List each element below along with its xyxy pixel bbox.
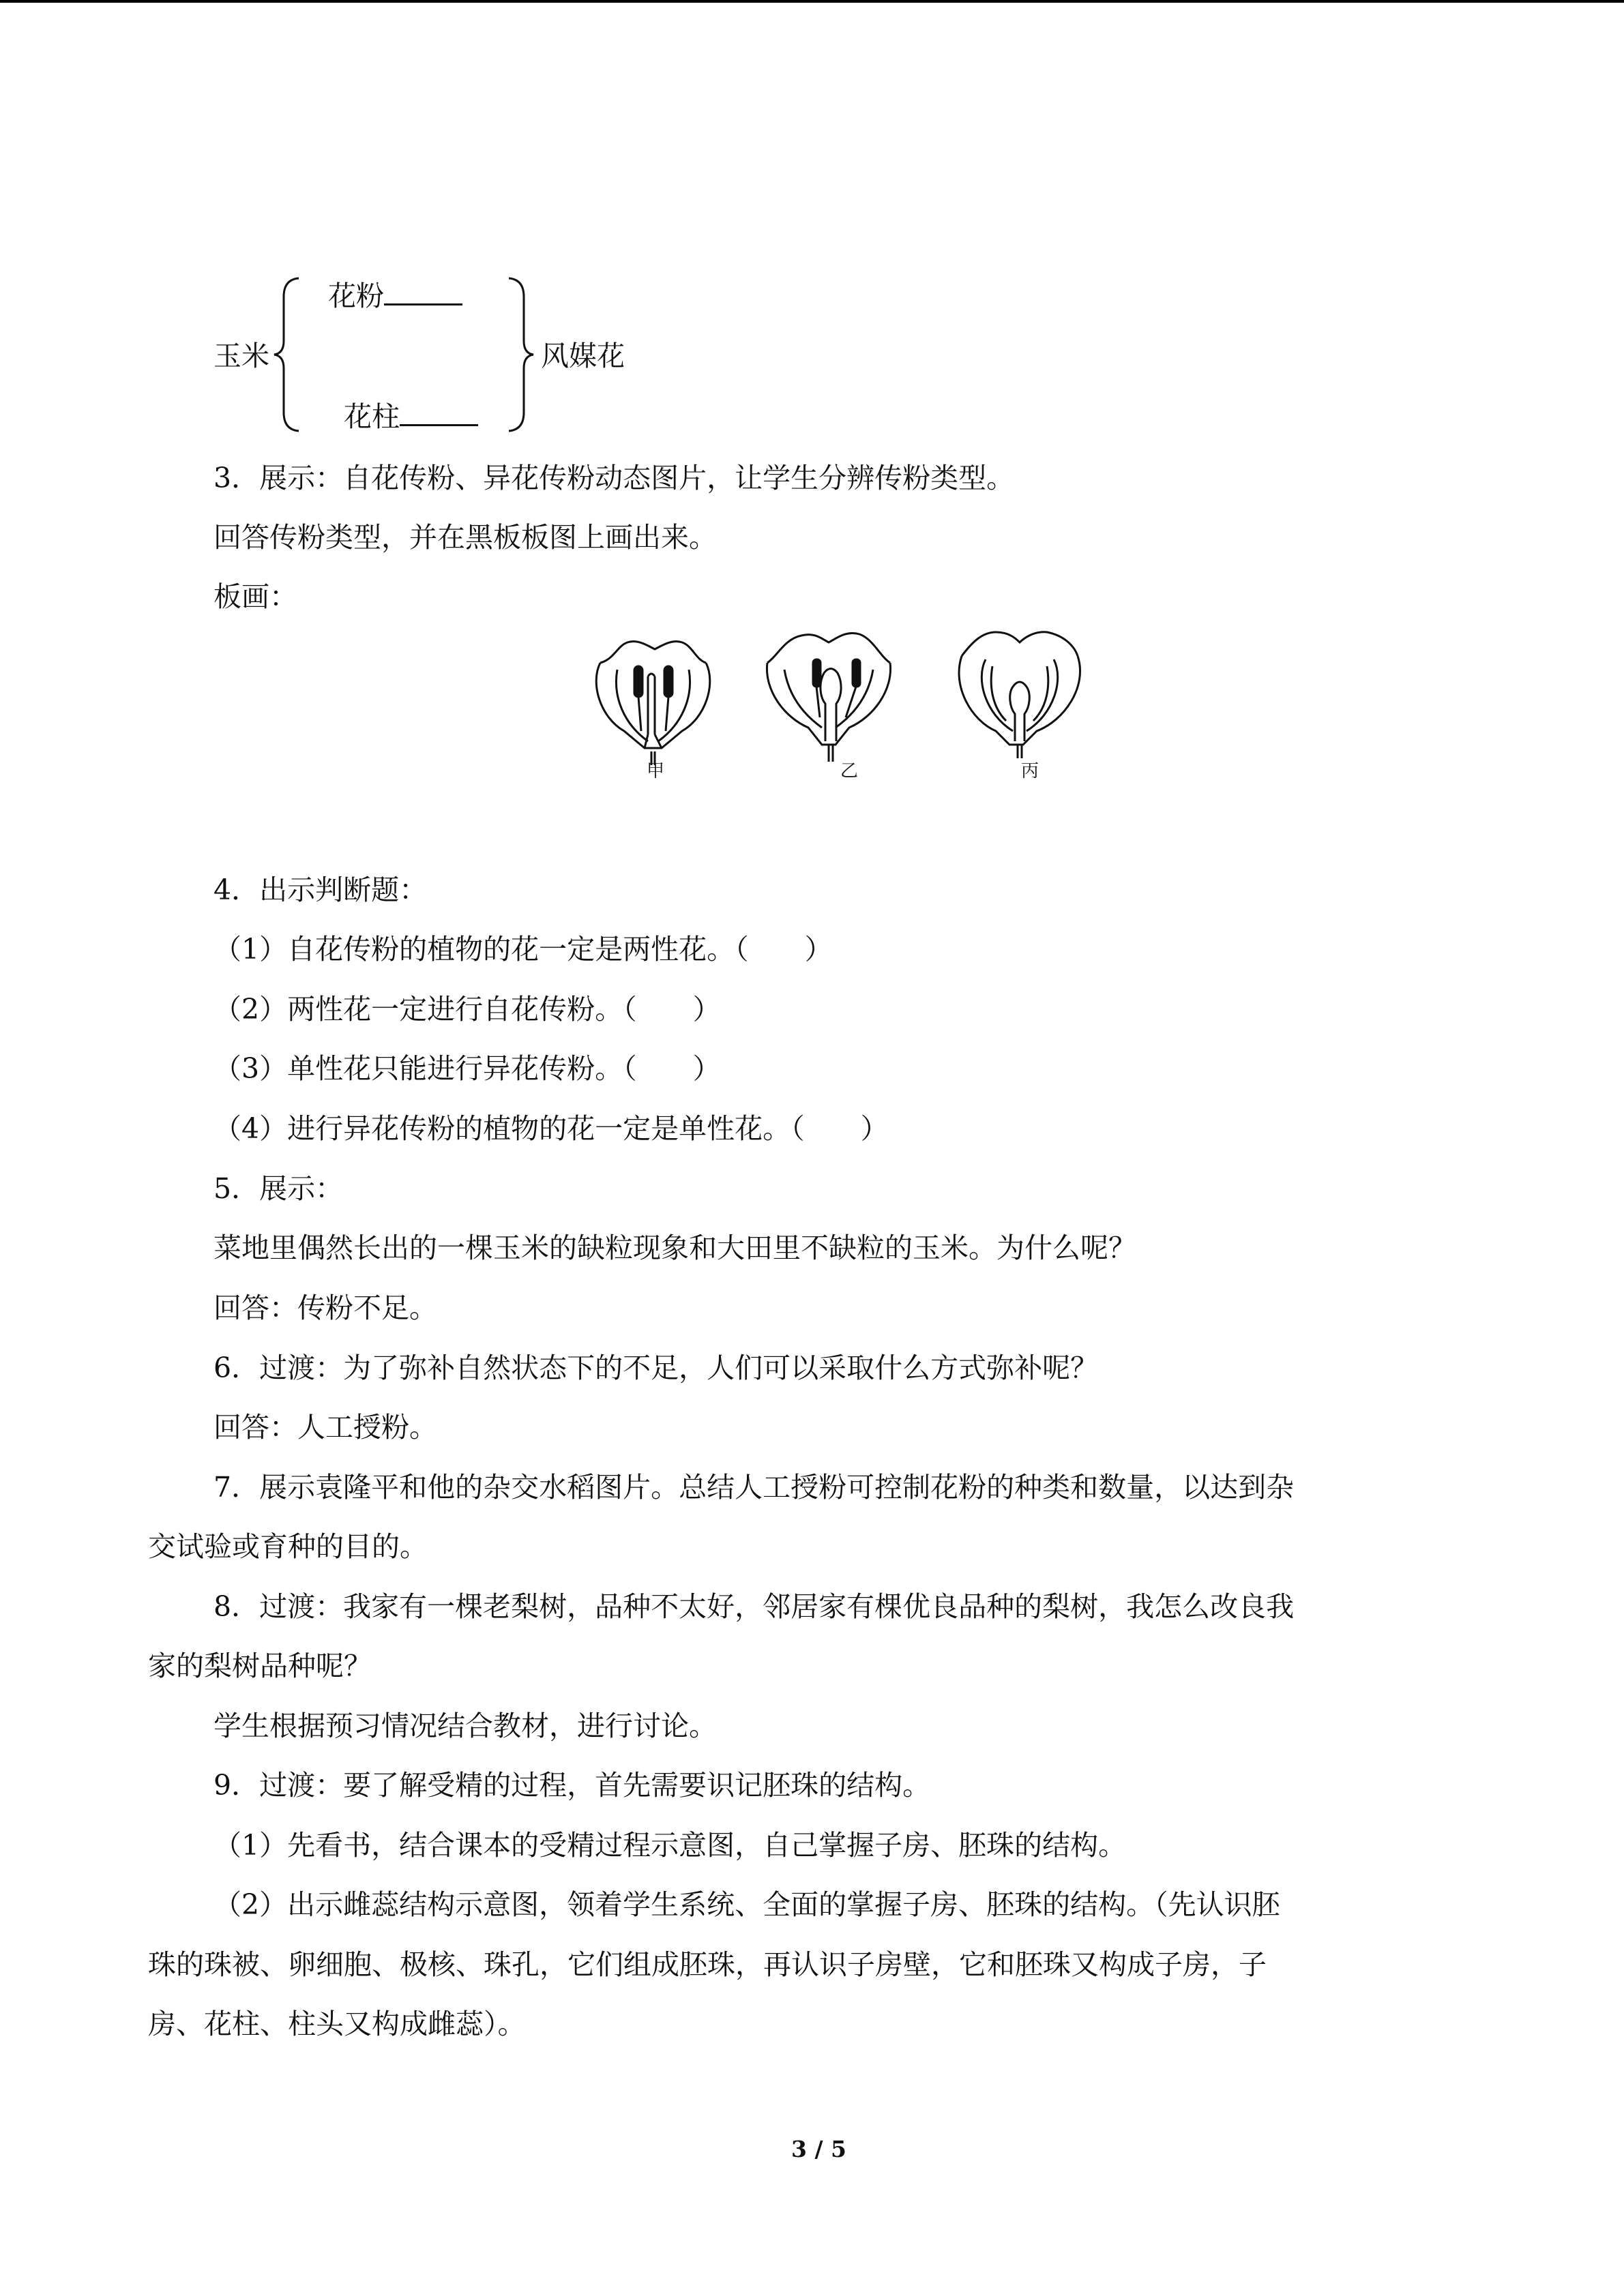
question-1: （1）自花传粉的植物的花一定是两性花。（ ）: [213, 933, 833, 966]
para-8-line-1: 8．过渡：我家有一棵老梨树，品种不太好，邻居家有棵优良品种的梨树，我怎么改良我: [213, 1590, 1295, 1623]
para-8-discussion: 学生根据预习情况结合教材，进行讨论。: [213, 1710, 717, 1742]
flower-label-yi: 乙: [840, 761, 859, 781]
para-6: 6．过渡：为了弥补自然状态下的不足，人们可以采取什么方式弥补呢？: [213, 1352, 1099, 1384]
para-9-step-2-line-1: （2）出示雌蕊结构示意图，领着学生系统、全面的掌握子房、胚珠的结构。（先认识胚: [213, 1888, 1280, 1921]
flower-bing: [959, 632, 1080, 758]
style-label: 花柱: [344, 400, 400, 433]
corn-label: 玉米: [213, 340, 269, 372]
question-2: （2）两性花一定进行自花传粉。（ ）: [213, 993, 721, 1026]
para-9-step-2-line-2: 珠的珠被、卵细胞、极核、珠孔，它们组成胚珠，再认识子房壁，它和胚珠又构成子房，子: [148, 1948, 1267, 1981]
flower-label-bing: 丙: [1021, 761, 1039, 781]
para-3: 3．展示：自花传粉、异花传粉动态图片，让学生分辨传粉类型。: [213, 462, 1015, 494]
para-6-answer: 回答：人工授粉。: [213, 1411, 437, 1444]
right-brace: [503, 276, 537, 433]
para-9-step-2-line-3: 房、花柱、柱头又构成雌蕊）。: [148, 2008, 526, 2040]
para-5-text: 菜地里偶然长出的一棵玉米的缺粒现象和大田里不缺粒的玉米。为什么呢？: [213, 1232, 1136, 1264]
top-border: [0, 0, 1624, 3]
para-5: 5．展示：: [213, 1172, 344, 1205]
para-7-line-2: 交试验或育种的目的。: [148, 1530, 428, 1563]
flower-label-jia: 甲: [647, 761, 665, 781]
para-3-drawing: 板画：: [213, 580, 297, 613]
question-4: （4）进行异花传粉的植物的花一定是单性花。（ ）: [213, 1112, 889, 1145]
para-9: 9．过渡：要了解受精的过程，首先需要识记胚珠的结构。: [213, 1769, 931, 1802]
pollen-label: 花粉: [328, 280, 384, 312]
para-5-answer: 回答：传粉不足。: [213, 1292, 437, 1324]
flower-yi: [767, 633, 890, 762]
flower-jia: [596, 642, 710, 765]
para-9-step-1: （1）先看书，结合课本的受精过程示意图，自己掌握子房、胚珠的结构。: [213, 1829, 1127, 1862]
style-blank: [400, 424, 478, 426]
para-8-line-2: 家的梨树品种呢？: [148, 1650, 372, 1682]
left-brace: [271, 276, 306, 433]
page-number: 3 / 5: [791, 2136, 846, 2162]
pollen-blank: [384, 303, 462, 305]
para-7-line-1: 7．展示袁隆平和他的杂交水稻图片。总结人工授粉可控制花粉的种类和数量，以达到杂: [213, 1471, 1295, 1504]
wind-flower-label: 风媒花: [541, 340, 625, 372]
question-3: （3）单性花只能进行异花传粉。（ ）: [213, 1052, 721, 1085]
pollen-row: [328, 282, 462, 310]
para-4: 4．出示判断题：: [213, 874, 428, 906]
style-row: [344, 400, 478, 433]
para-3-answer: 回答传粉类型，并在黑板板图上画出来。: [213, 521, 717, 554]
